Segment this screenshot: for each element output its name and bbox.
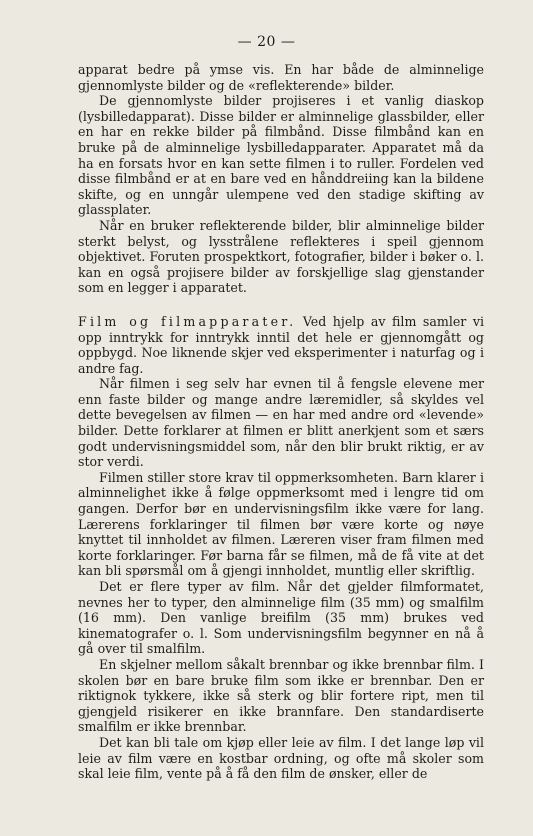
paragraph: Det er flere typer av film. Når det gjelder filmformatet, nevnes her to typer, den alminnelige film (35 mm) og smalfilm (16 mm). Den vanlige breifilm (35 mm) brukes ved kinematografer o. l. Som undervisningsfilm begynner en nå å gå over til smalfilm. <box>78 579 484 657</box>
paragraph: Når en bruker reflekterende bilder, blir alminnelige bilder sterkt belyst, og lysstrålene reflekteres i speil gjennom objektivet. Foruten prospektkort, fotografier, bilder i bøker o. l. kan en også projisere bilder av forskjellige slag gjenstander som en legger i apparatet. <box>78 217 484 296</box>
body-text <box>78 62 484 782</box>
paragraph: Det kan bli tale om kjøp eller leie av film. I det lange løp vil leie av film være en kostbar ordning, og ofte må skoler som skal leie film, vente på å få den film de ønsker, eller de <box>78 734 484 782</box>
section-heading: Film og filmapparater. <box>78 313 297 329</box>
paragraph: En skjelner mellom såkalt brennbar og ikke brennbar film. I skolen bør en bare bruke film som ikke er brennbar. Den er riktignok tykkere, ikke så sterk og blir fortere ript, men til gjengjeld risikerer en ikke brannfare. Den standardiserte smalfilm er ikke brennbar. <box>78 656 484 735</box>
paragraph: Når filmen i seg selv har evnen til å fengsle elevene mer enn faste bilder og mange andre læremidler, så skyldes vel dette bevegelsen av filmen — en har med andre ord «levende» bilder. Dette forklarer at filmen er blitt anerkjent som et særs godt undervisningsmiddel som, når den blir brukt riktig, er av stor verdi. <box>78 376 484 470</box>
paragraph: Filmen stiller store krav til oppmerksomheten. Barn klarer i alminnelighet ikke å følge oppmerksomt med i lengre tid om gangen. Derfor bør en undervisningsfilm ikke være for lang. Lærerens forklaringer til filmen bør være korte og nøye knyttet til innholdet av filmen. Læreren viser fram filmen med korte forklaringer. Før barna får se filmen, må de få vite at det kan bli spørsmål om å gjengi innholdet, muntlig eller skriftlig. <box>78 469 484 579</box>
paragraph: apparat bedre på ymse vis. En har både de alminnelige gjennomlyste bilder og de «reflekterende» bilder. <box>78 62 484 93</box>
section-text: Ved hjelp av film samler vi opp inntrykk for inntrykk inntil det hele er gjennomgått og oppbygd. Noe liknende skjer ved eksperimenter i naturfag og i andre fag. <box>78 313 484 376</box>
paragraph: De gjennomlyste bilder projiseres i et vanlig diaskop (lysbilledapparat). Disse bilder er alminnelige glassbilder, eller en har en rekke bilder på filmbånd. Disse filmbånd kan en bruke på de alminnelige lysbilledapparater. Apparatet må da ha en forsats hvor en kan sette filmen i to ruller. Fordelen ved disse filmbånd er at en bare ved en hånddreiing kan la bildene skifte, og en unngår ulempene ved den stadige skifting av glassplater. <box>78 93 484 218</box>
page-number: — 20 — <box>237 34 296 50</box>
section-paragraph <box>78 314 484 376</box>
